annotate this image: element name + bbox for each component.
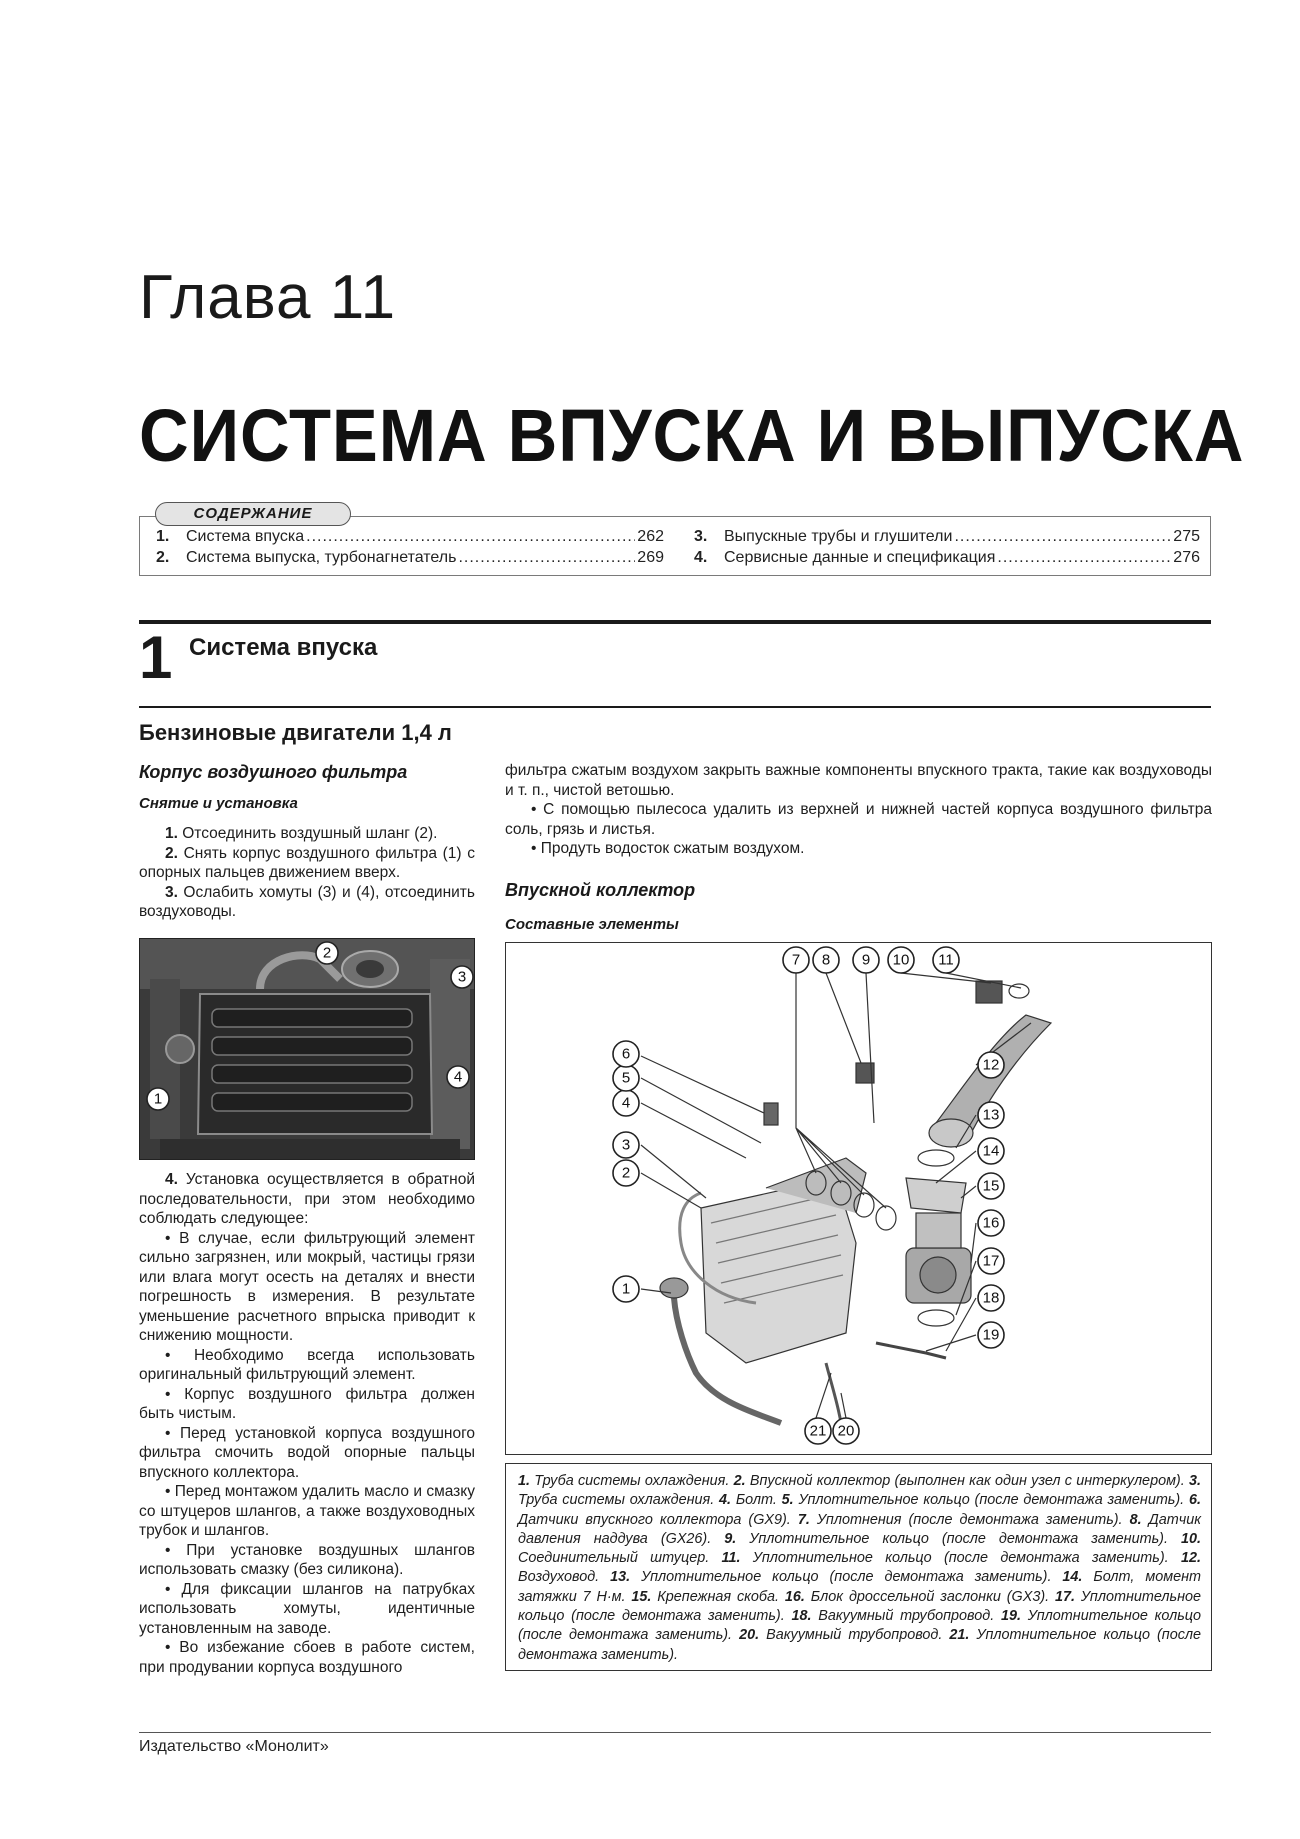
- diagram-callout: 4: [621, 1094, 631, 1112]
- caption-num: 8.: [1129, 1511, 1142, 1528]
- diagram-callout: 1: [621, 1280, 631, 1298]
- toc-column-left: [156, 528, 664, 570]
- step-text: Снять корпус воздушного фильтра (1) с опорных пальцев движением вверх.: [139, 844, 475, 881]
- air-filter-photo: [139, 938, 475, 1160]
- photo-callout: 3: [457, 968, 467, 986]
- diagram-callout: 9: [861, 951, 871, 969]
- caption-num: 3.: [1188, 1473, 1201, 1489]
- step: [139, 844, 475, 883]
- bullet-item: • В случае, если фильтрующий элемент сильно загрязнен, или мокрый, частицы грязи или влага могут осесть на деталях и внести погрешность в измерения. В результате уменьшение расчетного впрыска приводит к снижению мощности.: [139, 1229, 475, 1344]
- bullet-item: • При установке воздушных шлангов использовать смазку (без силикона).: [139, 1541, 475, 1578]
- caption-num: 5.: [781, 1492, 794, 1509]
- caption-text: Уплотнительное кольцо (после демонтажа заменить).: [793, 1492, 1189, 1509]
- caption-num: 6.: [1188, 1492, 1201, 1509]
- caption-num: 1.: [518, 1473, 531, 1489]
- caption-text: Уплотнительное кольцо (после демонтажа заменить).: [518, 1588, 1201, 1625]
- diagram-callout: 8: [821, 951, 831, 969]
- bullet-item: • Во избежание сбоев в работе систем, при продувании корпуса воздушного: [139, 1639, 475, 1676]
- caption-num: 20.: [739, 1627, 760, 1644]
- caption-text: Блок дроссельной заслонки (GX3).: [804, 1588, 1055, 1605]
- toc-leader: [954, 528, 1171, 546]
- caption-num: 9.: [724, 1530, 737, 1547]
- diagram-callout: 6: [621, 1045, 631, 1063]
- toc-item-label: Система впуска: [186, 528, 305, 545]
- toc-leader: [997, 549, 1171, 567]
- caption-text: Воздуховод.: [518, 1569, 611, 1586]
- caption-text: Датчик давления наддува (GX26).: [518, 1511, 1202, 1547]
- section-number: 1: [139, 624, 173, 691]
- step-number: 3.: [165, 883, 178, 901]
- intake-manifold-diagram: [505, 942, 1212, 1455]
- step: [139, 824, 475, 844]
- caption-text: Болт, момент затяжки 7 Н·м.: [518, 1569, 1201, 1605]
- caption-num: 14.: [1062, 1569, 1083, 1586]
- chapter-label: Глава 11: [139, 263, 397, 332]
- subsection-title: Бензиновые двигатели 1,4 л: [139, 720, 452, 745]
- step-number: 2.: [165, 844, 178, 862]
- caption-text: Уплотнительное кольцо (после демонтажа заменить).: [736, 1530, 1181, 1547]
- subsection-rule: [139, 706, 1211, 708]
- toc-item[interactable]: [694, 528, 1200, 549]
- caption-text: Болт.: [731, 1492, 782, 1509]
- toc-item[interactable]: [694, 549, 1200, 570]
- caption-text: Труба системы охлаждения.: [518, 1492, 719, 1509]
- photo-callout: 4: [453, 1068, 463, 1086]
- caption-num: 12.: [1180, 1550, 1201, 1567]
- diagram-callout: 21: [809, 1422, 827, 1440]
- bullet-item: • Перед монтажом удалить масло и смазку со штуцеров шлангов, а также воздуховодных трубок и шлангов.: [139, 1483, 475, 1539]
- intake-manifold-illustration: [506, 943, 1213, 1456]
- toc-leader: [306, 528, 635, 546]
- toc-item[interactable]: [156, 549, 664, 570]
- step-text: Отсоединить воздушный шланг (2).: [182, 825, 438, 842]
- bullet-item: • Перед установкой корпуса воздушного фильтра смочить водой опорные пальцы впускного коллектора.: [139, 1424, 475, 1481]
- caption-text: Уплотнительное кольцо (после демонтажа заменить).: [518, 1608, 1201, 1644]
- heading-intake-manifold: Впускной коллектор: [505, 880, 696, 900]
- caption-text: Вакуумный трубопровод.: [811, 1608, 1001, 1625]
- caption-text: Впускной коллектор (выполнен как один узел с интеркулером).: [745, 1473, 1189, 1489]
- chapter-title: СИСТЕМА ВПУСКА И ВЫПУСКА: [139, 394, 1245, 477]
- air-filter-photo-illustration: [140, 939, 475, 1160]
- toc-item-page: 262: [637, 528, 664, 545]
- step-number: 4.: [165, 1171, 178, 1188]
- diagram-callout: 15: [982, 1177, 1000, 1195]
- bullet-item: • Корпус воздушного фильтра должен быть чистым.: [139, 1385, 475, 1422]
- caption-num: 10.: [1180, 1530, 1201, 1547]
- caption-text: Датчики впускного коллектора (GX9).: [518, 1511, 798, 1528]
- step-text: Установка осуществляется в обратной последовательности, при этом необходимо соблюдать следующее:: [139, 1171, 475, 1227]
- caption-text: Уплотнительное кольцо (после демонтажа заменить).: [518, 1627, 1202, 1663]
- photo-callout: 1: [153, 1090, 163, 1108]
- caption-num: 18.: [791, 1608, 812, 1625]
- diagram-callout: 19: [982, 1326, 1000, 1344]
- diagram-callout: 3: [621, 1136, 631, 1154]
- caption-num: 16.: [784, 1588, 805, 1605]
- toc-column-right: [694, 528, 1200, 570]
- diagram-callout: 16: [982, 1214, 1000, 1232]
- toc-item[interactable]: [156, 528, 664, 549]
- caption-text: Вакуумный трубопровод.: [759, 1627, 950, 1644]
- left-column-bottom: [139, 1170, 475, 1677]
- section-rule: [139, 620, 1211, 624]
- diagram-callout: 18: [982, 1289, 1000, 1307]
- continuation-text: фильтра сжатым воздухом закрыть важные компоненты впускного тракта, такие как воздуховоды и т. п., чистой ветошью.: [505, 762, 1212, 799]
- caption-text: Соединительный штуцер.: [518, 1550, 722, 1567]
- heading-air-filter-housing: Корпус воздушного фильтра: [139, 762, 408, 782]
- section-title: Система впуска: [189, 634, 378, 661]
- toc-item-page: 275: [1173, 528, 1200, 545]
- caption-text: Труба системы охлаждения.: [530, 1473, 734, 1489]
- diagram-callout: 20: [837, 1422, 855, 1440]
- caption-num: 21.: [949, 1627, 970, 1644]
- steps-list: [139, 824, 475, 922]
- toc-item-number: 2.: [156, 549, 170, 566]
- caption-num: 2.: [733, 1473, 746, 1489]
- bullet-item: • Для фиксации шлангов на патрубках использовать хомуты, идентичные установленным на заводе.: [139, 1580, 475, 1637]
- caption-num: 15.: [631, 1588, 652, 1605]
- caption-text: Уплотнительное кольцо (после демонтажа заменить).: [630, 1569, 1063, 1586]
- footer-rule: [139, 1732, 1211, 1733]
- diagram-callout: 10: [892, 951, 910, 969]
- step: [139, 883, 475, 922]
- toc-item-number: 3.: [694, 528, 708, 545]
- toc-leader: [458, 549, 635, 567]
- diagram-callout: 17: [982, 1252, 1000, 1270]
- toc-item-page: 269: [637, 549, 664, 566]
- toc-heading: СОДЕРЖАНИЕ: [155, 502, 351, 526]
- diagram-callout: 5: [621, 1069, 631, 1087]
- bullet-item: • С помощью пылесоса удалить из верхней и нижней частей корпуса воздушного фильтра соль, грязь и листья.: [505, 801, 1212, 838]
- toc-item-label: Система выпуска, турбонагнетатель: [186, 549, 457, 566]
- diagram-callout: 12: [982, 1056, 1000, 1074]
- diagram-callout: 14: [982, 1142, 1000, 1160]
- toc-item-page: 276: [1173, 549, 1200, 566]
- step-text: Ослабить хомуты (3) и (4), отсоединить воздуховоды.: [139, 883, 475, 920]
- toc-item-number: 4.: [694, 549, 708, 566]
- caption-num: 19.: [1000, 1608, 1021, 1625]
- bullet-item: • Необходимо всегда использовать оригинальный фильтрующий элемент.: [139, 1346, 475, 1383]
- caption-num: 11.: [721, 1550, 741, 1567]
- caption-text: Уплотнительное кольцо (после демонтажа заменить).: [740, 1550, 1181, 1567]
- bullet-item: • Продуть водосток сжатым воздухом.: [531, 840, 805, 857]
- diagram-callout: 7: [791, 951, 801, 969]
- subheading-components: Составные элементы: [505, 916, 679, 933]
- step-number: 1.: [165, 825, 178, 842]
- step: [139, 1170, 475, 1229]
- diagram-callout: 2: [621, 1164, 631, 1182]
- toc-item-number: 1.: [156, 528, 170, 545]
- caption-num: 4.: [719, 1492, 732, 1509]
- caption-text: Уплотнения (после демонтажа заменить).: [809, 1511, 1130, 1528]
- caption-text: Крепежная скоба.: [651, 1588, 785, 1605]
- caption-num: 13.: [610, 1569, 631, 1586]
- diagram-caption: [505, 1463, 1212, 1671]
- photo-callout: 2: [322, 944, 332, 962]
- subheading-removal: Снятие и установка: [139, 795, 298, 812]
- diagram-callout: 13: [982, 1106, 1000, 1124]
- toc-item-label: Сервисные данные и спецификация: [724, 549, 996, 566]
- diagram-callout: 11: [938, 951, 954, 969]
- caption-num: 7.: [797, 1511, 810, 1528]
- footer-publisher: Издательство «Монолит»: [139, 1738, 329, 1755]
- right-column-text: [505, 761, 1212, 859]
- left-column-top: [139, 762, 475, 922]
- toc-item-label: Выпускные трубы и глушители: [724, 528, 953, 545]
- caption-num: 17.: [1055, 1588, 1076, 1605]
